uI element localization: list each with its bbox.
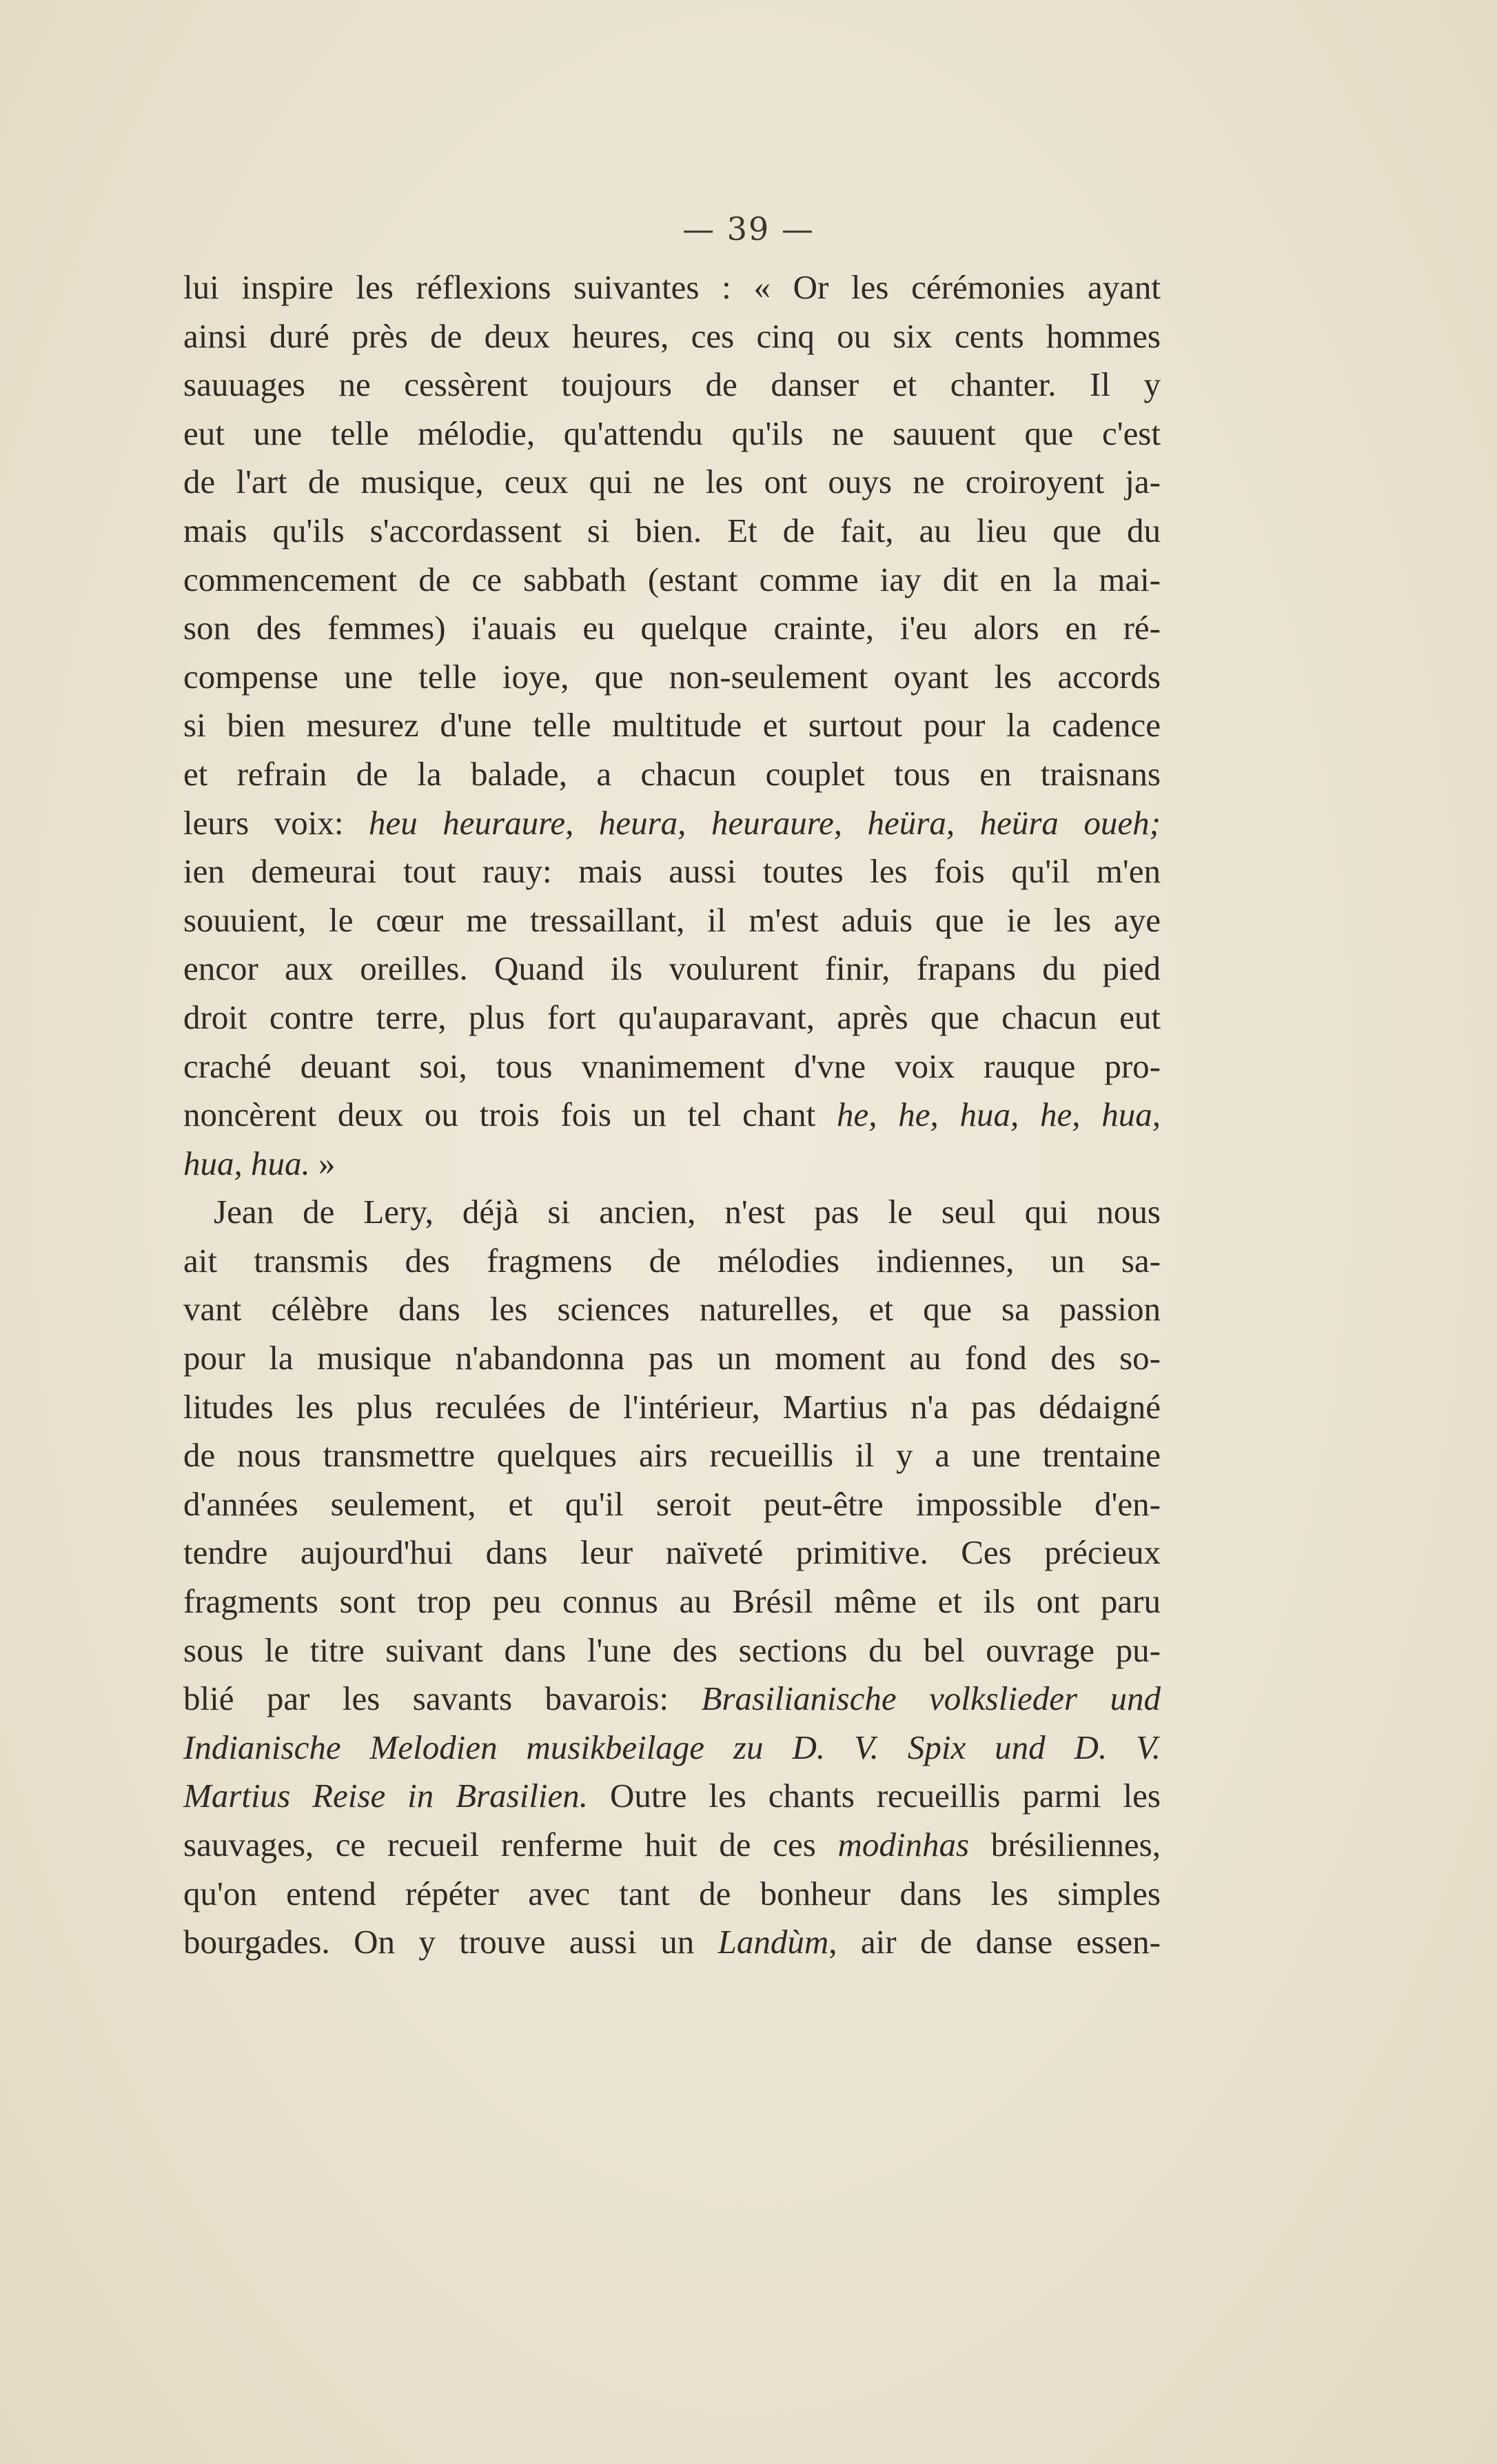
text-run: commencement de ce sabbath (estant comme iay dit en la mai- (183, 560, 1161, 598)
text-line (183, 1285, 1161, 1334)
text-run: bourgades. On y trouve aussi un (183, 1923, 718, 1961)
text-line (183, 701, 1161, 750)
text-run: brésiliennes, (969, 1826, 1161, 1864)
text-run: tendre aujourd'hui dans leur naïveté primitive. Ces précieux (183, 1533, 1161, 1572)
text-line (183, 1528, 1161, 1577)
text-line (183, 1383, 1161, 1432)
text-line (183, 1577, 1161, 1626)
italic-text-run: Landùm (717, 1923, 829, 1961)
text-run: pour la musique n'abandonna pas un moment au fond des so- (183, 1339, 1161, 1377)
text-run: Outre les chants recueillis parmi les (588, 1777, 1161, 1815)
text-run: vant célèbre dans les sciences naturelles, et que sa passion (183, 1290, 1161, 1329)
text-line (183, 1675, 1161, 1724)
text-line (183, 361, 1161, 410)
text-run: de nous transmettre quelques airs recueillis il y a une trentaine (183, 1436, 1161, 1475)
text-line (183, 945, 1161, 993)
text-run: si bien mesurez d'une telle multitude et surtout pour la cadence (183, 706, 1161, 745)
text-run: ait transmis des fragmens de mélodies indiennes, un sa- (183, 1241, 1161, 1280)
text-line (183, 604, 1161, 653)
text-run: ien demeurai tout rauy: mais aussi toutes les fois qu'il m'en (183, 852, 1161, 891)
text-run: son des femmes) i'auais eu quelque crainte, i'eu alors en ré- (183, 609, 1161, 647)
text-run: d'années seulement, et qu'il seroit peut-être impossible d'en- (183, 1484, 1161, 1523)
text-run: ainsi duré près de deux heures, ces cinq ou six cents hommes (183, 316, 1161, 355)
text-line (183, 410, 1161, 458)
italic-text-run: modinhas (837, 1826, 970, 1864)
text-run: encor aux oreilles. Quand ils voulurent finir, frapans du pied (183, 949, 1161, 988)
text-run: leurs voix: (183, 803, 369, 842)
text-run: de l'art de musique, ceux qui ne les ont ouys ne croiroyent ja- (183, 463, 1161, 501)
text-run: craché deuant soi, tous vnanimement d'vne voix rauque pro- (183, 1047, 1161, 1085)
text-run: compense une telle ioye, que non-seulement oyant les accords (183, 657, 1161, 696)
text-line (183, 1724, 1161, 1773)
text-line (183, 1091, 1161, 1140)
text-line (183, 1237, 1161, 1286)
text-run: sous le titre suivant dans l'une des sections du bel ouvrage pu- (183, 1630, 1161, 1669)
page-number: — 39 — (682, 210, 815, 248)
italic-text-run: Brasilianische volkslieder und (701, 1679, 1161, 1718)
italic-text-run: hua, hua. (183, 1144, 310, 1182)
text-line (183, 1870, 1161, 1919)
text-run: Jean de Lery, déjà si ancien, n'est pas le seul qui nous (214, 1193, 1161, 1231)
text-run: , air de danse essen- (828, 1923, 1161, 1961)
body-text (183, 263, 1161, 1967)
text-line (183, 1334, 1161, 1383)
text-line (183, 750, 1161, 799)
text-line (183, 847, 1161, 896)
italic-text-run: Indianische Melodien musikbeilage zu D. V. Spix und D. V. (183, 1728, 1161, 1766)
text-line (183, 507, 1161, 556)
text-run: et refrain de la balade, a chacun couplet tous en traisnans (183, 754, 1161, 793)
text-line (183, 556, 1161, 605)
text-line (183, 1626, 1161, 1675)
text-run: noncèrent deux ou trois fois un tel chant (183, 1095, 837, 1134)
text-run: eut une telle mélodie, qu'attendu qu'ils ne sauuent que c'est (183, 414, 1161, 452)
text-run: sauuages ne cessèrent toujours de danser et chanter. Il y (183, 365, 1161, 404)
text-line (183, 993, 1161, 1042)
text-line (183, 1918, 1161, 1967)
text-run: droit contre terre, plus fort qu'auparavant, après que chacun eut (183, 998, 1161, 1036)
text-run: » (309, 1144, 336, 1182)
text-line (183, 312, 1161, 361)
text-run: litudes les plus reculées de l'intérieur, Martius n'a pas dédaigné (183, 1387, 1161, 1426)
text-line (183, 1821, 1161, 1870)
italic-text-run: heu heuraure, heura, heuraure, heüra, heüra oueh; (369, 803, 1161, 842)
text-line (183, 1188, 1161, 1237)
text-run: qu'on entend répéter avec tant de bonheur dans les simples (183, 1874, 1161, 1912)
text-run: fragments sont trop peu connus au Brésil même et ils ont paru (183, 1582, 1161, 1621)
text-line (183, 1480, 1161, 1529)
text-line (183, 799, 1161, 848)
text-run: lui inspire les réflexions suivantes : « Or les cérémonies ayant (183, 268, 1161, 306)
italic-text-run: Martius Reise in Brasilien. (183, 1777, 589, 1815)
text-line (183, 653, 1161, 702)
text-line (183, 1431, 1161, 1480)
text-line (183, 458, 1161, 507)
italic-text-run: he, he, hua, he, hua, (837, 1095, 1161, 1134)
text-run: mais qu'ils s'accordassent si bien. Et de fait, au lieu que du (183, 511, 1161, 549)
text-line (183, 263, 1161, 312)
text-line (183, 1772, 1161, 1821)
text-run: sauvages, ce recueil renferme huit de ces (183, 1826, 838, 1864)
text-run: souuient, le cœur me tressaillant, il m'est aduis que ie les aye (183, 900, 1161, 939)
text-line (183, 1042, 1161, 1091)
text-line (183, 896, 1161, 945)
text-run: blié par les savants bavarois: (183, 1679, 702, 1718)
text-line (183, 1140, 1161, 1189)
